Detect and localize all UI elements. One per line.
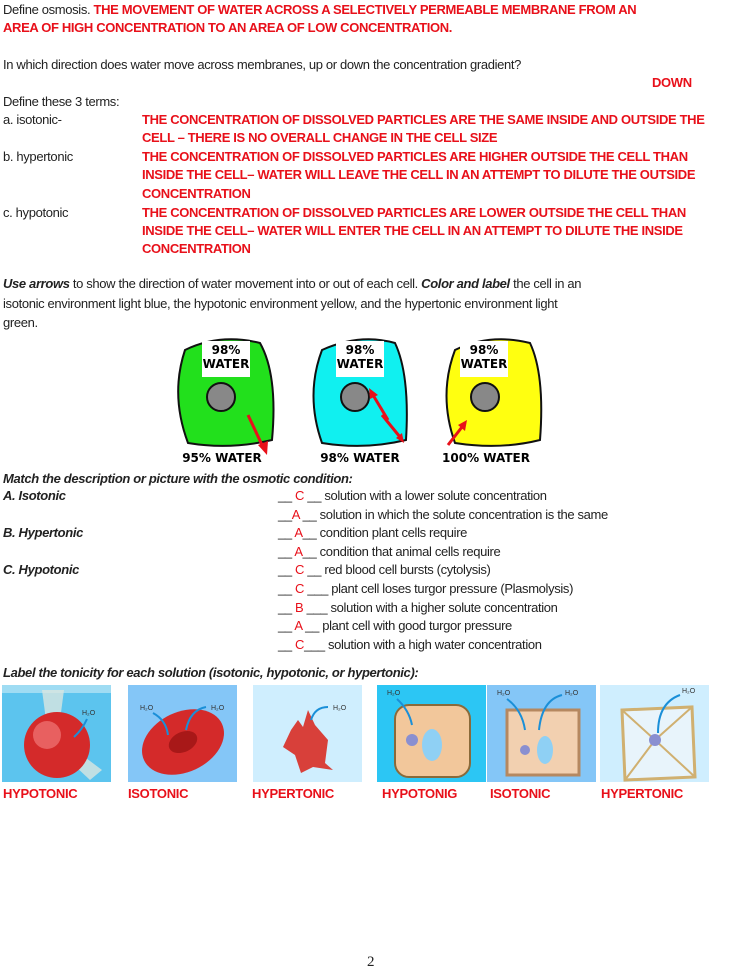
plant-cell-normal-image [487,685,596,782]
svg-text:98%: 98% [211,343,241,357]
svg-text:H₂O: H₂O [497,690,511,697]
match-answer: A [294,543,303,559]
cell-3 [442,339,541,465]
arrows-instructions: Use arrows to show the direction of water movement into or out of each cell. Color and label the cell in an [3,276,582,291]
blank-prefix: __ [278,562,296,578]
svg-text:98% WATER: 98% WATER [320,451,400,465]
blank-prefix: __ [278,506,292,522]
term-label: b. hypertonic [3,149,73,164]
svg-text:WATER: WATER [336,357,384,371]
match-answer: C [295,488,305,503]
plant-cell-turgid-image [377,685,486,782]
rbc-shrunken-image [253,685,362,782]
arrows-instructions-2: isotonic environment light blue, the hypotonic environment yellow, and the hypertonic environment light [3,296,558,311]
match-description: ___ solution with a higher solute concentration [303,599,558,615]
match-item [278,507,608,522]
match-item [278,637,542,652]
term-label: a. isotonic- [3,112,62,127]
svg-text:H₂O: H₂O [211,705,225,712]
match-answer: C [295,562,305,578]
tonicity-label: HYPERTONIC [252,786,334,801]
terms-heading: Define these 3 terms: [3,94,120,109]
blank-prefix: __ [278,488,296,503]
term-label: c. hypotonic [3,205,69,220]
tonicity-label: ISOTONIC [490,786,551,801]
svg-text:WATER: WATER [202,357,250,371]
tonicity-heading: Label the tonicity for each solution (isotonic, hypotonic, or hypertonic): [3,665,419,680]
blank-prefix: __ [278,525,295,541]
direction-answer: DOWN [652,75,692,90]
match-option: A. Isotonic [3,488,66,503]
match-item [278,525,467,540]
arrows-instructions-3: green. [3,315,38,330]
match-item [278,618,512,633]
tonicity-label: HYPOTONIG [382,786,458,801]
svg-text:H₂O: H₂O [682,688,696,695]
term-definition: THE CONCENTRATION OF DISSOLVED PARTICLES ARE LOWER OUTSIDE THE CELL THAN [142,205,686,220]
svg-text:95% WATER: 95% WATER [182,451,262,465]
match-item [278,562,491,577]
osmosis-answer: AREA OF HIGH CONCENTRATION TO AN AREA OF LOW CONCENTRATION. [3,20,453,35]
svg-text:98%: 98% [469,343,499,357]
svg-text:H₂O: H₂O [333,705,347,712]
rbc-normal-image [128,685,237,782]
svg-text:WATER: WATER [460,357,508,371]
blank-prefix: __ [278,581,296,596]
blank-prefix: __ [278,636,296,652]
match-answer: C [295,581,305,596]
match-answer: A [294,525,303,541]
svg-text:100% WATER: 100% WATER [442,451,530,465]
match-description: ___ solution with a high water concentration [304,636,542,652]
match-heading: Match the description or picture with the osmotic condition: [3,471,353,486]
svg-text:H₂O: H₂O [140,705,154,712]
tonicity-label: ISOTONIC [128,786,189,801]
cell-2 [314,339,407,465]
match-description: __ red blood cell bursts (cytolysis) [304,562,491,578]
match-option: C. Hypotonic [3,562,79,577]
match-item [278,544,500,559]
match-answer: C [295,636,305,652]
match-description: __ solution in which the solute concentration is the same [299,506,608,522]
match-description: __ solution with a lower solute concentration [304,488,547,503]
blank-prefix: __ [278,599,296,615]
plant-cell-plasmolyzed-image [600,685,709,782]
blank-prefix: __ [278,618,295,634]
rbc-swollen-image [2,685,111,782]
cell-1 [178,339,273,465]
tonicity-label: HYPERTONIC [601,786,683,801]
term-definition: CELL – THERE IS NO OVERALL CHANGE IN THE CELL SIZE [142,130,498,145]
svg-text:H₂O: H₂O [387,690,401,697]
term-definition: THE CONCENTRATION OF DISSOLVED PARTICLES ARE HIGHER OUTSIDE THE CELL THAN [142,149,688,164]
page-number: 2 [367,954,375,970]
blank-prefix: __ [278,543,295,559]
match-option: B. Hypertonic [3,525,83,540]
osmosis-question: Define osmosis. THE MOVEMENT OF WATER ACROSS A SELECTIVELY PERMEABLE MEMBRANE FROM AN [3,2,637,17]
direction-question: In which direction does water move across membranes, up or down the concentration gradient? [3,57,522,72]
match-description: ___ plant cell loses turgor pressure (Plasmolysis) [304,581,574,596]
match-answer: A [291,506,300,522]
match-answer: B [295,599,304,615]
term-definition: CONCENTRATION [142,186,251,201]
match-answer: A [294,618,302,634]
match-item [278,488,547,503]
match-item [278,600,558,615]
osmosis-cells-figure [170,335,570,465]
svg-text:H₂O: H₂O [82,710,96,717]
term-definition: INSIDE THE CELL– WATER WILL ENTER THE CELL IN AN ATTEMPT TO DILUTE THE INSIDE [142,223,683,238]
svg-text:H₂O: H₂O [565,690,579,697]
match-description: __ condition plant cells require [302,525,468,541]
match-description: __ plant cell with good turgor pressure [301,618,512,634]
term-definition: THE CONCENTRATION OF DISSOLVED PARTICLES ARE THE SAME INSIDE AND OUTSIDE THE [142,112,705,127]
match-item [278,581,573,596]
term-definition: CONCENTRATION [142,241,251,256]
tonicity-label: HYPOTONIC [3,786,78,801]
term-definition: INSIDE THE CELL– WATER WILL LEAVE THE CELL IN AN ATTEMPT TO DILUTE THE OUTSIDE [142,167,696,182]
match-description: __ condition that animal cells require [302,543,501,559]
svg-text:98%: 98% [345,343,375,357]
